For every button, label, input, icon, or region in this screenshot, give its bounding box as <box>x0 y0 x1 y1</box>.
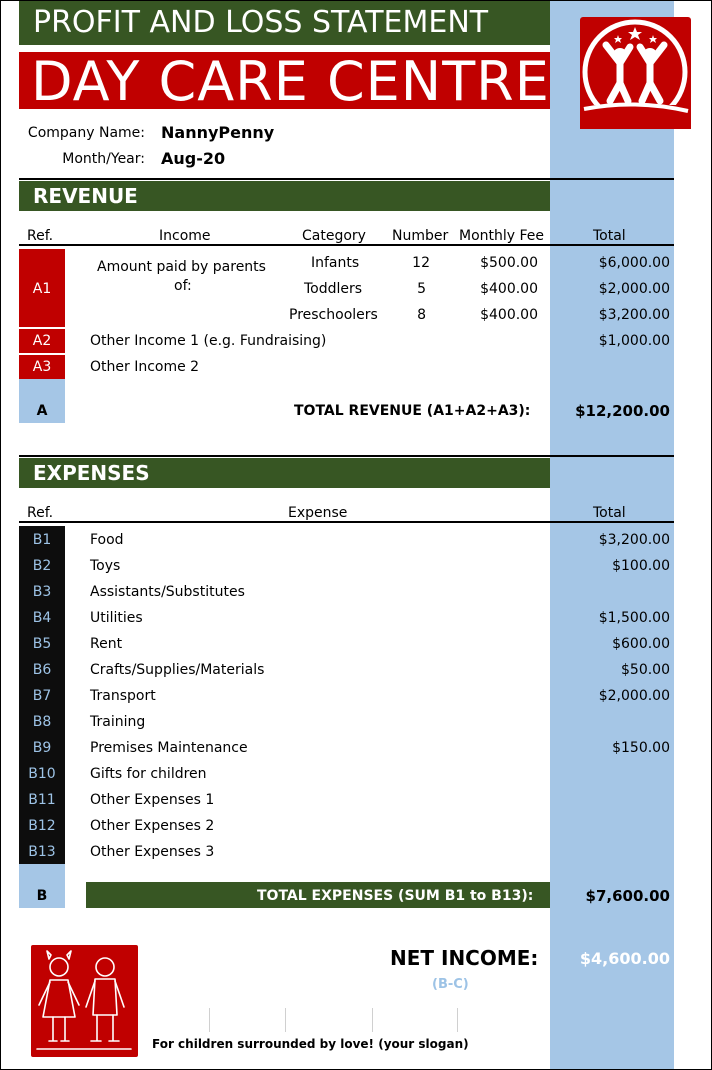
expense-total-b9[interactable]: $150.00 <box>612 740 670 756</box>
revenue-top-rule <box>19 178 674 180</box>
ref-b11: B11 <box>28 792 56 808</box>
divider <box>209 1008 210 1032</box>
expenses-expense-header: Expense <box>288 505 348 521</box>
revenue-total-header: Total <box>593 228 626 244</box>
expense-label-b7: Transport <box>90 688 156 704</box>
expense-total-b6[interactable]: $50.00 <box>621 662 670 678</box>
revenue-category-header: Category <box>302 228 366 244</box>
ref-a1: A1 <box>32 281 52 297</box>
expenses-total-header: Total <box>593 505 626 521</box>
ref-b8: B8 <box>32 714 52 730</box>
total-revenue-label: TOTAL REVENUE (A1+A2+A3): <box>294 403 531 419</box>
children-logo-icon <box>31 945 138 1057</box>
page-title: DAY CARE CENTRE <box>19 52 550 109</box>
revenue-section-title: REVENUE <box>19 181 550 211</box>
net-income-value: $4,600.00 <box>579 949 670 968</box>
expense-label-b13: Other Expenses 3 <box>90 844 215 860</box>
expense-label-b2: Toys <box>90 558 121 574</box>
ref-b9: B9 <box>32 740 52 756</box>
revenue-fee-header: Monthly Fee <box>459 228 545 244</box>
expense-label-b9: Premises Maintenance <box>90 740 248 756</box>
statement-title: PROFIT AND LOSS STATEMENT <box>19 1 550 45</box>
ref-b4: B4 <box>32 610 52 626</box>
a1-total-infants: $6,000.00 <box>598 255 670 271</box>
a1-total-toddlers: $2,000.00 <box>598 281 670 297</box>
a1-category-toddlers: Toddlers <box>304 281 363 297</box>
a1-fee-preschoolers[interactable]: $400.00 <box>480 307 538 323</box>
ref-a2: A2 <box>32 333 52 349</box>
a1-fee-toddlers[interactable]: $400.00 <box>480 281 538 297</box>
a1-number-infants[interactable]: 12 <box>412 255 430 271</box>
a1-number-toddlers[interactable]: 5 <box>417 281 426 297</box>
ref-b7: B7 <box>32 688 52 704</box>
month-year-value[interactable]: Aug-20 <box>161 149 226 168</box>
a1-number-preschoolers[interactable]: 8 <box>417 307 426 323</box>
ref-b13: B13 <box>28 844 56 860</box>
net-income-label: NET INCOME: <box>390 946 539 970</box>
expenses-header-rule <box>19 521 674 523</box>
revenue-income-header: Income <box>159 228 211 244</box>
expense-total-b5[interactable]: $600.00 <box>612 636 670 652</box>
total-expenses-value: $7,600.00 <box>585 887 670 905</box>
divider <box>285 1008 286 1032</box>
expense-label-b4: Utilities <box>90 610 143 626</box>
a2-label: Other Income 1 (e.g. Fundraising) <box>90 333 327 349</box>
revenue-ref-header: Ref. <box>27 228 54 244</box>
net-income-formula: (B-C) <box>432 977 469 992</box>
a1-fee-infants[interactable]: $500.00 <box>480 255 538 271</box>
a1-category-preschoolers: Preschoolers <box>289 307 378 323</box>
a1-category-infants: Infants <box>311 255 360 271</box>
a1-label-line1: Amount paid by parents <box>97 259 266 275</box>
expenses-ref-header: Ref. <box>27 505 54 521</box>
expense-total-b2[interactable]: $100.00 <box>612 558 670 574</box>
total-expenses-label: TOTAL EXPENSES (SUM B1 to B13): <box>257 888 534 904</box>
ref-b2: B2 <box>32 558 52 574</box>
revenue-header-rule <box>19 244 674 246</box>
a1-total-preschoolers: $3,200.00 <box>598 307 670 323</box>
expense-total-b4[interactable]: $1,500.00 <box>598 610 670 626</box>
a2-total[interactable]: $1,000.00 <box>598 333 670 349</box>
total-revenue-value: $12,200.00 <box>575 402 670 420</box>
divider <box>457 1008 458 1032</box>
expense-label-b1: Food <box>90 532 124 548</box>
ref-b5: B5 <box>32 636 52 652</box>
ref-b1: B1 <box>32 532 52 548</box>
ref-a3: A3 <box>32 359 52 375</box>
expense-label-b3: Assistants/Substitutes <box>90 584 245 600</box>
a1-label-line2: of: <box>174 278 192 294</box>
expenses-top-rule <box>19 455 674 457</box>
divider <box>372 1008 373 1032</box>
company-name-label: Company Name: <box>27 125 145 141</box>
ref-total-expenses: B <box>36 888 48 904</box>
expense-label-b12: Other Expenses 2 <box>90 818 215 834</box>
revenue-number-header: Number <box>392 228 449 244</box>
company-name-value[interactable]: NannyPenny <box>161 123 275 142</box>
month-year-label: Month/Year: <box>62 151 145 167</box>
expenses-section-title: EXPENSES <box>19 458 550 488</box>
slogan: For children surrounded by love! (your slogan) <box>152 1037 469 1051</box>
ref-total-revenue: A <box>36 403 48 419</box>
expense-label-b10: Gifts for children <box>90 766 207 782</box>
ref-b6: B6 <box>32 662 52 678</box>
ref-b12: B12 <box>28 818 56 834</box>
expense-label-b6: Crafts/Supplies/Materials <box>90 662 265 678</box>
expense-total-b7[interactable]: $2,000.00 <box>598 688 670 704</box>
daycare-logo-icon <box>580 17 691 129</box>
expense-label-b8: Training <box>90 714 146 730</box>
expense-label-b11: Other Expenses 1 <box>90 792 215 808</box>
expense-label-b5: Rent <box>90 636 123 652</box>
ref-b3: B3 <box>32 584 52 600</box>
ref-b10: B10 <box>28 766 56 782</box>
a3-label: Other Income 2 <box>90 359 200 375</box>
expense-total-b1[interactable]: $3,200.00 <box>598 532 670 548</box>
